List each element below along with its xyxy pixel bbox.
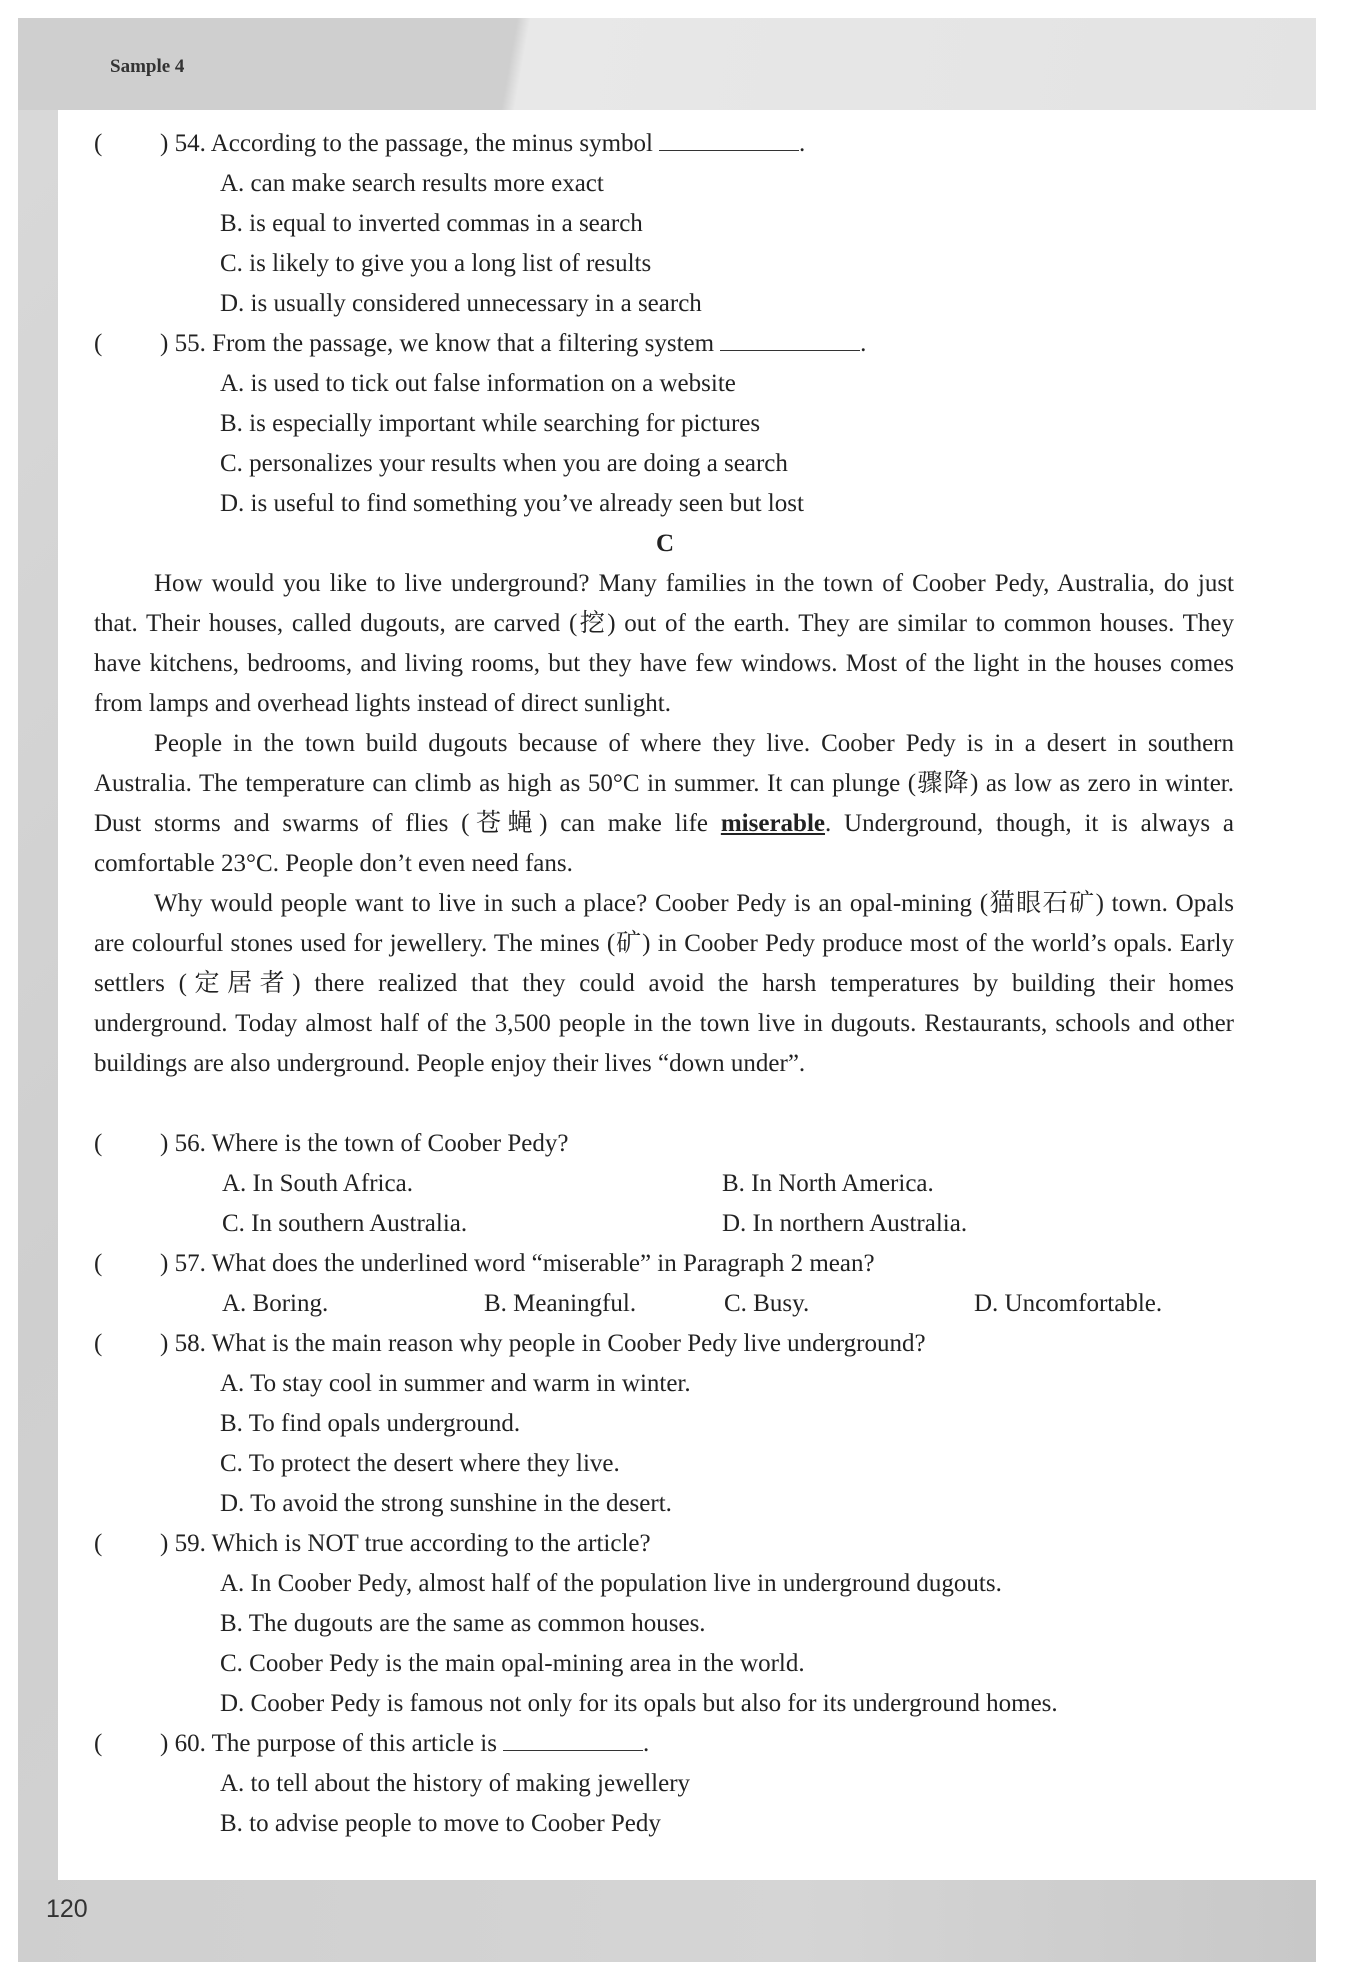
option: A. can make search results more exact bbox=[220, 170, 604, 197]
option: B. In North America. bbox=[722, 1170, 934, 1197]
question-text: ) 58. What is the main reason why people in Coober Pedy live underground? bbox=[160, 1330, 926, 1357]
option: C. is likely to give you a long list of results bbox=[220, 250, 652, 277]
option: A. In Coober Pedy, almost half of the population live in underground dugouts. bbox=[220, 1570, 1002, 1597]
option: B. Meaningful. bbox=[484, 1290, 637, 1317]
answer-paren: ( bbox=[94, 1530, 103, 1557]
passage-paragraph-2 bbox=[94, 724, 1234, 884]
section-heading: C bbox=[655, 530, 675, 557]
header-band bbox=[18, 18, 1316, 110]
option: A. To stay cool in summer and warm in winter. bbox=[220, 1370, 691, 1397]
option: D. To avoid the strong sunshine in the desert. bbox=[220, 1490, 672, 1517]
question-text: ) 56. Where is the town of Coober Pedy? bbox=[160, 1130, 569, 1157]
option: B. To find opals underground. bbox=[220, 1410, 521, 1437]
answer-blank bbox=[659, 128, 799, 151]
question-end: . bbox=[798, 130, 806, 157]
question-57 bbox=[94, 1244, 875, 1284]
question-60 bbox=[94, 1724, 649, 1764]
passage-paragraph-1: How would you like to live underground? Many families in the town of Coober Pedy, Australia, do just that. Their houses, called dugouts, are carved (挖) out of the earth. They are similar to common houses. They have kitchens, bedrooms, and living rooms, but they have few windows. Most of the light in the houses comes from lamps and overhead lights instead of direct sunlight. bbox=[94, 570, 1234, 717]
answer-paren: ( bbox=[94, 1730, 103, 1757]
option: C. In southern Australia. bbox=[222, 1210, 468, 1237]
option: B. is especially important while searching for pictures bbox=[220, 410, 761, 437]
option: A. to tell about the history of making jewellery bbox=[220, 1770, 691, 1797]
question-58 bbox=[94, 1324, 926, 1364]
option: C. To protect the desert where they live. bbox=[220, 1450, 620, 1477]
paragraph-text: . Underground, though, it is always a comfortable 23°C. People don’t even need fans. bbox=[94, 810, 1234, 877]
answer-paren: ( bbox=[94, 330, 103, 357]
option: A. is used to tick out false information on a website bbox=[220, 370, 736, 397]
passage-paragraph-3: Why would people want to live in such a place? Coober Pedy is an opal-mining (猫眼石矿) town. Opals are colourful stones used for jewellery. The mines (矿) in Coober Pedy produce most of the world’s opals. Early settlers (定居者) there realized that they could avoid the harsh temperatures by building their homes underground. Today almost half of the 3,500 people in the town live in dugouts. Restaurants, schools and other buildings are also underground. People enjoy their lives “down under”. bbox=[94, 890, 1234, 1077]
option: D. is useful to find something you’ve already seen but lost bbox=[220, 490, 804, 517]
question-end: . bbox=[642, 1730, 650, 1757]
footer-band bbox=[18, 1880, 1316, 1962]
question-text: ) 59. Which is NOT true according to the article? bbox=[160, 1530, 651, 1557]
option: C. Coober Pedy is the main opal-mining area in the world. bbox=[220, 1650, 805, 1677]
option: B. to advise people to move to Coober Pedy bbox=[220, 1810, 661, 1837]
option: B. The dugouts are the same as common houses. bbox=[220, 1610, 706, 1637]
option: D. In northern Australia. bbox=[722, 1210, 968, 1237]
question-56 bbox=[94, 1124, 568, 1164]
question-54 bbox=[94, 124, 805, 164]
answer-paren: ( bbox=[94, 1330, 103, 1357]
answer-paren: ( bbox=[94, 1250, 103, 1277]
question-59 bbox=[94, 1524, 651, 1564]
question-55 bbox=[94, 324, 866, 364]
option: D. Coober Pedy is famous not only for its opals but also for its underground homes. bbox=[220, 1690, 1058, 1717]
underlined-word: miserable bbox=[720, 810, 825, 837]
question-text: ) 57. What does the underlined word “miserable” in Paragraph 2 mean? bbox=[160, 1250, 875, 1277]
option: B. is equal to inverted commas in a search bbox=[220, 210, 643, 237]
option: D. Uncomfortable. bbox=[974, 1290, 1163, 1317]
answer-paren: ( bbox=[94, 130, 103, 157]
answer-blank bbox=[720, 328, 860, 351]
paragraph-text: People in the town build dugouts because of where they live. Coober Pedy is in a desert in southern Australia. The temperature can climb as high as 50°C in summer. It can plunge (骤降) as low as zero in winter. Dust storms and swarms of flies (苍蝇) can make life bbox=[94, 730, 1234, 837]
page-number: 120 bbox=[46, 1895, 88, 1923]
question-text: ) 55. From the passage, we know that a filtering system bbox=[160, 330, 715, 357]
option: A. In South Africa. bbox=[222, 1170, 413, 1197]
option: D. is usually considered unnecessary in a search bbox=[220, 290, 702, 317]
option: C. Busy. bbox=[724, 1290, 810, 1317]
question-text: ) 60. The purpose of this article is bbox=[160, 1730, 497, 1757]
option: C. personalizes your results when you are doing a search bbox=[220, 450, 788, 477]
question-end: . bbox=[860, 330, 867, 357]
option: A. Boring. bbox=[222, 1290, 329, 1317]
question-text: ) 54. According to the passage, the minus symbol bbox=[160, 130, 653, 157]
answer-blank bbox=[503, 1728, 643, 1751]
sample-label: Sample 4 bbox=[110, 56, 185, 77]
answer-paren: ( bbox=[94, 1130, 103, 1157]
